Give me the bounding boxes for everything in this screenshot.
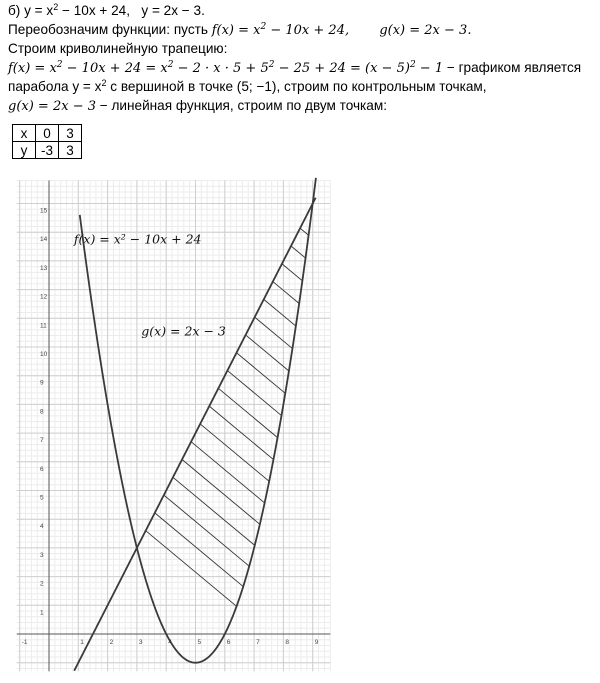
table-row (13, 125, 82, 142)
x-tick-label: 5 (197, 639, 202, 646)
build-heading: Строим криволинейную трапецию: (8, 41, 228, 56)
problem-statement (8, 2, 600, 21)
table-cell: -3 (36, 142, 59, 159)
y-tick-label: 3 (40, 551, 44, 559)
x-tick-label: 7 (256, 639, 260, 646)
graph-annotation: g(x) = 2x − 3 (141, 323, 226, 339)
table-row (13, 142, 82, 159)
y-tick-label: 6 (40, 465, 44, 473)
y-tick-label: 13 (40, 264, 48, 272)
table-cell: 3 (59, 125, 82, 142)
f-definition: $f(x) = x^2 - 10x + 24$, (211, 21, 350, 38)
table-cell: 3 (59, 142, 82, 159)
y-tick-label: 2 (40, 580, 44, 588)
x-tick-label: 9 (314, 639, 319, 646)
table-cell: 0 (36, 125, 59, 142)
values-table (12, 124, 82, 159)
equation-2: y = 2x − 3. (141, 3, 205, 18)
y-tick-label: 12 (40, 293, 48, 301)
rename-line: Переобозначим функции: пусть $f(x) = x^2 - 10x + 24$, g(x) = 2x − 3. (8, 21, 472, 38)
x-tick-label: 4 (168, 639, 172, 646)
table-cell: y (13, 142, 36, 159)
y-tick-label: 4 (40, 523, 44, 531)
x-tick-label: 1 (80, 639, 84, 646)
y-tick-label: 1 (40, 609, 44, 617)
linear-line: g(x) = 2x − 3 − линейная функция, строим по двум точкам: (8, 97, 387, 114)
part-label: б) (8, 3, 21, 18)
x-tick-label: 3 (138, 639, 143, 646)
x-tick-label: 2 (109, 639, 114, 646)
y-tick-label: 10 (40, 351, 48, 358)
y-tick-label: 8 (40, 408, 44, 416)
y-tick-label: 14 (40, 236, 48, 244)
table-cell: x (13, 125, 36, 142)
equation-1: $y = x^2 - 10x + 24$, (24, 2, 131, 18)
g-definition: g(x) = 2x − 3. (379, 22, 472, 38)
y-tick-label: 9 (40, 379, 44, 387)
hatch-line (291, 246, 306, 258)
y-tick-label: 11 (40, 322, 47, 330)
x-tick-label: -1 (21, 639, 28, 646)
y-tick-label: 15 (40, 207, 48, 215)
parabola-line: парабола $y = x^2$ с вершиной в точке (5; −1), строим по контрольным точкам, (8, 78, 487, 94)
solution-text (8, 2, 600, 116)
y-tick-label: 5 (40, 494, 44, 502)
x-tick-label: 8 (285, 639, 290, 646)
transform-line: $f(x) = x^2 - 10x + 24 = x^2 - 2 \cdot x \cdot 5 + 5^2 - 25 + 24 = (x - 5)^2 - 1$ − графиком является (8, 59, 582, 76)
graph-annotation: f(x) = x² − 10x + 24 (73, 231, 202, 247)
x-tick-label: 6 (226, 639, 231, 646)
hatch-line (200, 424, 269, 481)
function-graph (0, 175, 600, 683)
y-tick-label: 7 (40, 437, 44, 445)
